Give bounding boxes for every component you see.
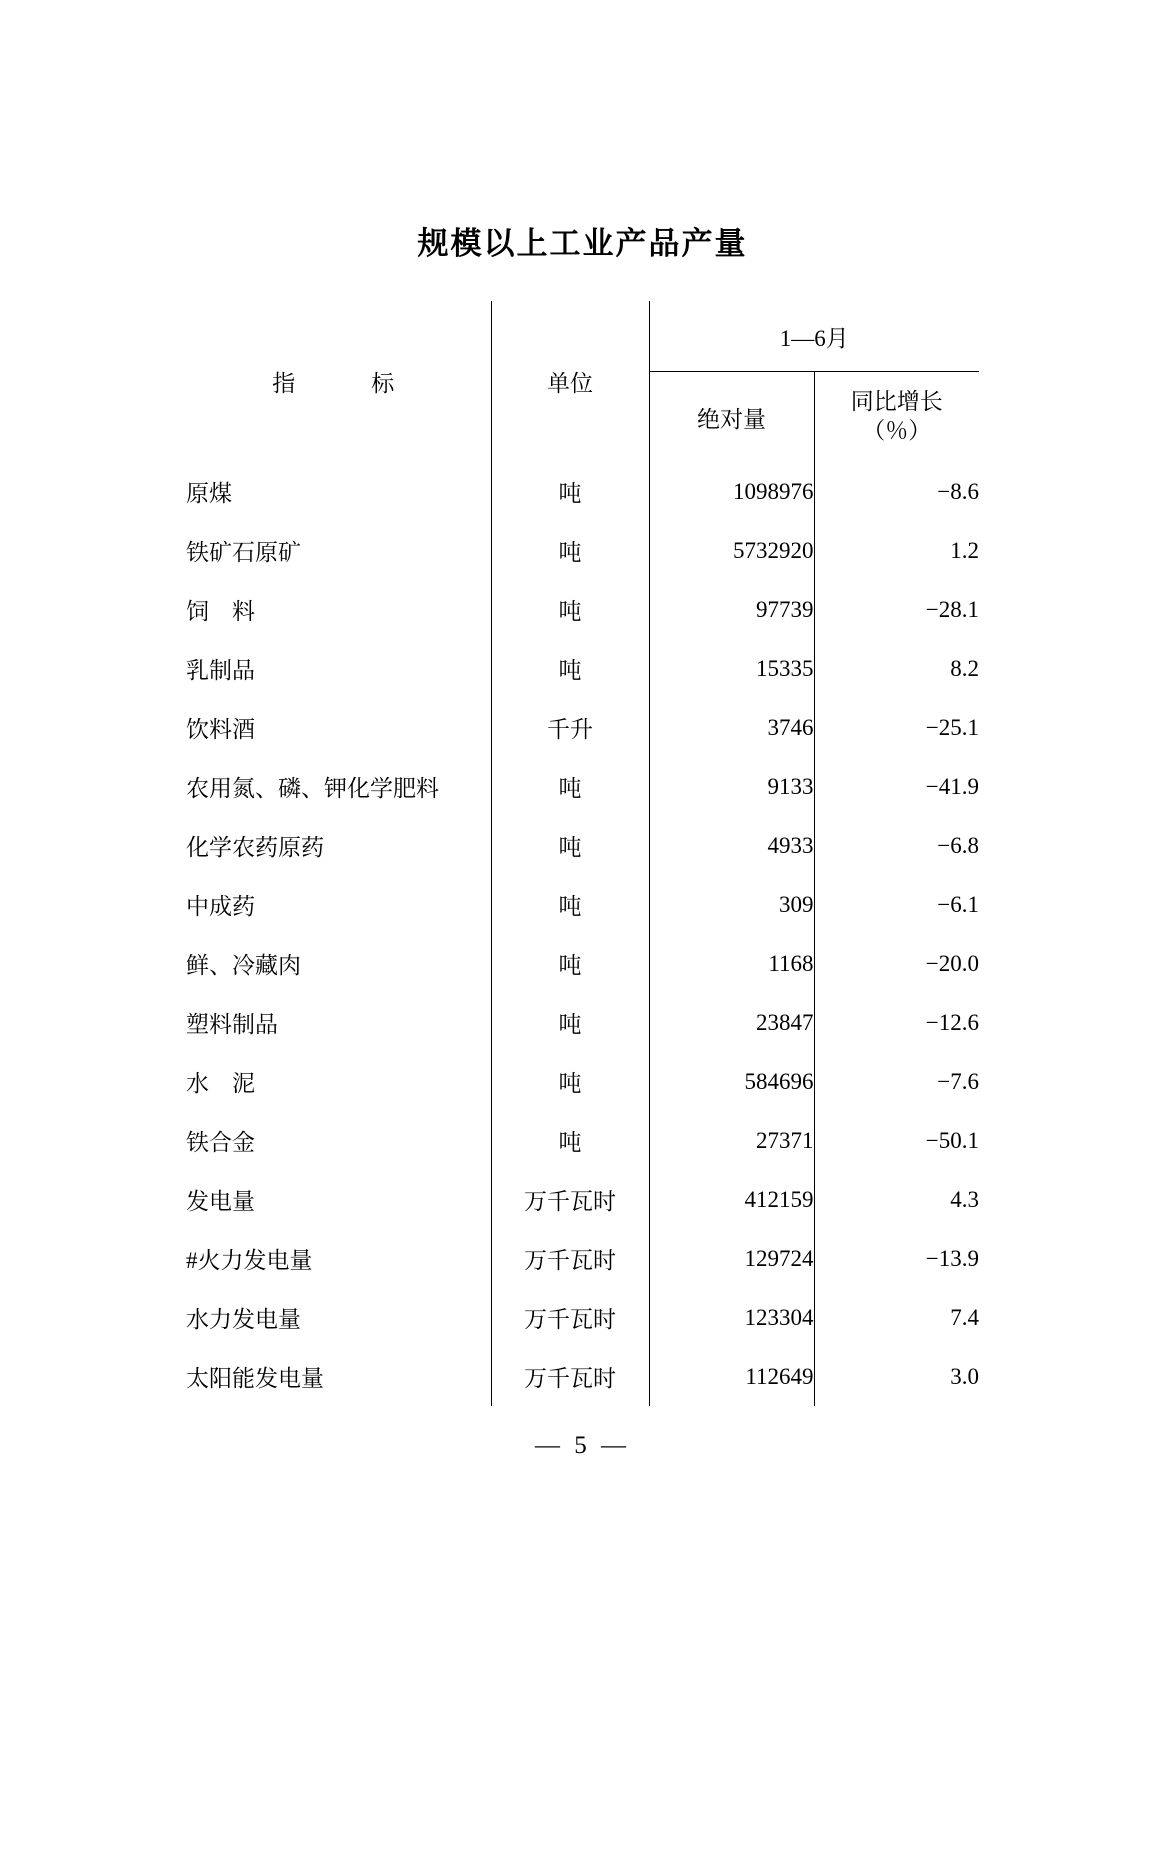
table-row: [186, 816, 979, 875]
cell-absolute: 1168: [649, 934, 814, 993]
cell-yoy: −25.1: [925, 714, 979, 740]
cell-absolute: 3746: [649, 698, 814, 757]
cell-absolute: 23847: [649, 993, 814, 1052]
cell-unit: 万千瓦时: [491, 1288, 649, 1347]
page-title: 规模以上工业产品产量: [417, 226, 748, 261]
header-yoy: [814, 372, 979, 463]
cell-absolute: 5732920: [649, 521, 814, 580]
cell-unit: 吨: [491, 580, 649, 639]
cell-yoy: −13.9: [925, 1245, 979, 1271]
document-page: [0, 218, 1165, 1871]
cell-unit: 吨: [491, 1111, 649, 1170]
cell-indicator: 水 泥: [186, 1052, 491, 1111]
cell-yoy: 3.0: [950, 1363, 979, 1389]
table-row: [186, 1111, 979, 1170]
cell-yoy: −7.6: [937, 1068, 979, 1094]
cell-absolute: 412159: [649, 1170, 814, 1229]
cell-indicator: 农用氮、磷、钾化学肥料: [186, 757, 491, 816]
cell-yoy: −8.6: [937, 478, 979, 504]
cell-yoy: −20.0: [925, 950, 979, 976]
cell-absolute: 27371: [649, 1111, 814, 1170]
cell-absolute: 15335: [649, 639, 814, 698]
cell-unit: 万千瓦时: [491, 1347, 649, 1406]
cell-yoy: −28.1: [925, 596, 979, 622]
cell-absolute: 129724: [649, 1229, 814, 1288]
cell-unit: 吨: [491, 816, 649, 875]
cell-yoy: −50.1: [925, 1127, 979, 1153]
cell-indicator: 鲜、冷藏肉: [186, 934, 491, 993]
cell-yoy: 4.3: [950, 1186, 979, 1212]
table-row: [186, 1229, 979, 1288]
table-container: [0, 301, 1165, 1406]
cell-yoy: −41.9: [925, 773, 979, 799]
cell-unit: 吨: [491, 757, 649, 816]
table-head-group: [186, 301, 979, 462]
table-row: [186, 698, 979, 757]
table-row: [186, 1288, 979, 1347]
cell-indicator: 饲 料: [186, 580, 491, 639]
table-row: [186, 580, 979, 639]
table-row: [186, 462, 979, 521]
page-number: — 5 —: [535, 1432, 630, 1459]
header-row-top: [186, 301, 979, 372]
cell-absolute: 97739: [649, 580, 814, 639]
table-row: [186, 934, 979, 993]
cell-unit: 吨: [491, 462, 649, 521]
table-row: [186, 1052, 979, 1111]
cell-unit: 吨: [491, 639, 649, 698]
cell-yoy: −6.1: [937, 891, 979, 917]
table-body: [186, 462, 979, 1406]
header-indicator: 指 标: [186, 301, 491, 462]
cell-indicator: 铁合金: [186, 1111, 491, 1170]
cell-indicator: 铁矿石原矿: [186, 521, 491, 580]
cell-yoy: 8.2: [950, 655, 979, 681]
cell-unit: 万千瓦时: [491, 1170, 649, 1229]
table-row: [186, 1347, 979, 1406]
cell-absolute: 4933: [649, 816, 814, 875]
table-row: [186, 875, 979, 934]
cell-unit: 吨: [491, 934, 649, 993]
cell-indicator: 中成药: [186, 875, 491, 934]
cell-unit: 吨: [491, 521, 649, 580]
industrial-output-table: [186, 301, 979, 1406]
cell-indicator: 发电量: [186, 1170, 491, 1229]
cell-absolute: 123304: [649, 1288, 814, 1347]
cell-unit: 万千瓦时: [491, 1229, 649, 1288]
table-row: [186, 639, 979, 698]
cell-indicator: 原煤: [186, 462, 491, 521]
cell-absolute: 1098976: [649, 462, 814, 521]
cell-indicator: 太阳能发电量: [186, 1347, 491, 1406]
cell-indicator: 塑料制品: [186, 993, 491, 1052]
cell-absolute: 9133: [649, 757, 814, 816]
header-yoy-line1: 同比增长: [850, 389, 943, 415]
cell-indicator: 化学农药原药: [186, 816, 491, 875]
table-row: [186, 1170, 979, 1229]
header-yoy-line2: （％）: [862, 418, 932, 443]
cell-unit: 吨: [491, 993, 649, 1052]
cell-unit: 吨: [491, 1052, 649, 1111]
cell-yoy: −6.8: [937, 832, 979, 858]
cell-indicator: 水力发电量: [186, 1288, 491, 1347]
table-row: [186, 757, 979, 816]
cell-indicator: #火力发电量: [186, 1229, 491, 1288]
cell-yoy: 1.2: [950, 537, 979, 563]
cell-absolute: 584696: [649, 1052, 814, 1111]
cell-absolute: 112649: [649, 1347, 814, 1406]
cell-yoy: 7.4: [950, 1304, 979, 1330]
table-row: [186, 521, 979, 580]
cell-indicator: 饮料酒: [186, 698, 491, 757]
cell-indicator: 乳制品: [186, 639, 491, 698]
header-unit: 单位: [491, 301, 649, 462]
header-absolute: 绝对量: [649, 372, 814, 463]
cell-unit: 吨: [491, 875, 649, 934]
cell-yoy: −12.6: [925, 1009, 979, 1035]
cell-absolute: 309: [649, 875, 814, 934]
header-period: 1—6月: [649, 301, 979, 372]
table-row: [186, 993, 979, 1052]
cell-unit: 千升: [491, 698, 649, 757]
